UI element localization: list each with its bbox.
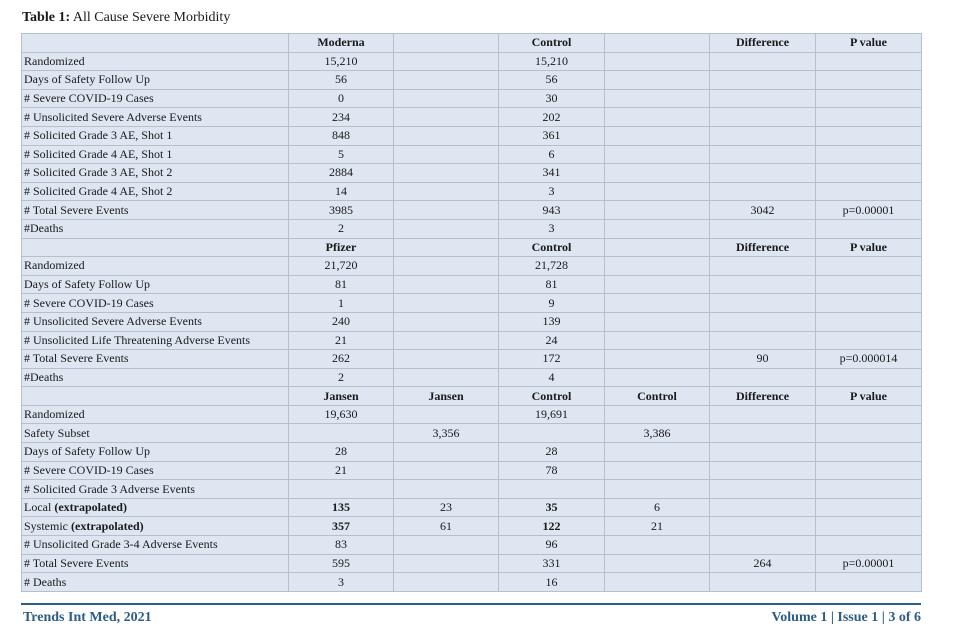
table-row [22,219,922,238]
table-cell: 2884 [289,164,394,183]
table-cell [605,443,710,462]
table-cell: 1 [289,294,394,313]
morbidity-table [21,33,922,592]
table-cell [710,424,816,443]
table-cell: Control [605,387,710,406]
table-cell: 21 [289,461,394,480]
table-cell [605,554,710,573]
table-cell: 9 [499,294,605,313]
table-cell: 331 [499,554,605,573]
table-cell [394,164,499,183]
table-cell: Control [499,387,605,406]
table-row [22,368,922,387]
table-cell [710,275,816,294]
table-caption-title: All Cause Severe Morbidity [72,10,231,25]
table-cell: 21,728 [499,257,605,276]
table-cell [394,89,499,108]
table-row [22,145,922,164]
table-row [22,573,922,592]
table-cell [605,89,710,108]
table-cell: p=0.00001 [816,554,922,573]
table-cell: 78 [499,461,605,480]
row-label: # Total Severe Events [22,201,289,220]
table-row [22,257,922,276]
table-cell: 202 [499,108,605,127]
table-cell: Difference [710,34,816,53]
table-cell [710,461,816,480]
table-cell [816,573,922,592]
table-cell [816,52,922,71]
table-cell [394,312,499,331]
row-label: Systemic (extrapolated) [22,517,289,536]
table-cell [289,480,394,499]
table-cell [710,145,816,164]
table-cell [710,536,816,555]
table-cell: 2 [289,368,394,387]
table-caption-prefix: Table 1: [22,10,71,25]
table-cell: 3 [499,219,605,238]
table-cell: Jansen [394,387,499,406]
table-row [22,536,922,555]
table-cell [816,312,922,331]
table-cell [289,424,394,443]
table-cell [710,368,816,387]
table-cell [394,52,499,71]
row-label: # Solicited Grade 3 AE, Shot 1 [22,126,289,145]
table-cell [605,294,710,313]
row-label: # Solicited Grade 4 AE, Shot 1 [22,145,289,164]
row-label: # Severe COVID-19 Cases [22,294,289,313]
table-cell [394,443,499,462]
table-cell [710,182,816,201]
table-cell: 0 [289,89,394,108]
table-cell [710,480,816,499]
table-cell [816,294,922,313]
table-cell [816,182,922,201]
table-row [22,275,922,294]
table-cell [394,331,499,350]
row-label: Randomized [22,52,289,71]
table-cell [499,424,605,443]
table-cell [605,275,710,294]
table-cell [394,219,499,238]
table-cell [710,405,816,424]
table-cell [394,71,499,90]
row-label: # Deaths [22,573,289,592]
row-label: # Total Severe Events [22,554,289,573]
table-cell [605,238,710,257]
table-cell [710,219,816,238]
table-cell [394,573,499,592]
table-cell [710,52,816,71]
table-cell: Jansen [289,387,394,406]
table-cell: 3 [289,573,394,592]
table-row [22,201,922,220]
table-cell: 15,210 [289,52,394,71]
table-cell [605,219,710,238]
row-label: # Solicited Grade 3 AE, Shot 2 [22,164,289,183]
table-cell: p=0.00001 [816,201,922,220]
table-cell [394,480,499,499]
table-row [22,554,922,573]
table-cell: 6 [499,145,605,164]
table-cell: 83 [289,536,394,555]
table-cell: 21 [289,331,394,350]
table-cell [394,536,499,555]
table-cell: 28 [289,443,394,462]
footer-journal: Trends Int Med, 2021 [23,610,152,625]
table-cell [710,89,816,108]
table-cell [816,219,922,238]
table-cell: 357 [289,517,394,536]
table-cell [394,201,499,220]
table-cell [394,405,499,424]
table-cell: 3042 [710,201,816,220]
table-cell [605,331,710,350]
table-cell: 21,720 [289,257,394,276]
row-label: # Unsolicited Severe Adverse Events [22,312,289,331]
table-cell: 30 [499,89,605,108]
table-cell: 3985 [289,201,394,220]
table-row [22,350,922,369]
table-cell [710,331,816,350]
table-cell [394,257,499,276]
row-label: # Unsolicited Life Threatening Adverse Events [22,331,289,350]
row-label: # Total Severe Events [22,350,289,369]
table-cell [605,257,710,276]
table-cell: Control [499,238,605,257]
table-cell: 4 [499,368,605,387]
table-row [22,424,922,443]
table-cell: 16 [499,573,605,592]
table-cell: 234 [289,108,394,127]
table-cell: 35 [499,498,605,517]
table-cell [816,424,922,443]
table-header-row [22,387,922,406]
table-cell [605,461,710,480]
table-cell: Moderna [289,34,394,53]
row-label: #Deaths [22,219,289,238]
table-cell [816,126,922,145]
table-cell [499,480,605,499]
table-row [22,71,922,90]
table-cell [605,145,710,164]
table-cell: Difference [710,238,816,257]
row-label: # Unsolicited Severe Adverse Events [22,108,289,127]
table-cell: 172 [499,350,605,369]
table-cell [394,34,499,53]
row-label: Safety Subset [22,424,289,443]
table-cell [710,126,816,145]
table-cell [605,201,710,220]
table-row [22,517,922,536]
table-cell: Difference [710,387,816,406]
table-row [22,480,922,499]
table-cell [605,71,710,90]
table-cell [394,554,499,573]
row-label: Days of Safety Follow Up [22,443,289,462]
table-cell [605,108,710,127]
table-cell: 15,210 [499,52,605,71]
row-label: # Unsolicited Grade 3-4 Adverse Events [22,536,289,555]
row-label: # Severe COVID-19 Cases [22,461,289,480]
table-cell [605,312,710,331]
row-label [22,238,289,257]
row-label: #Deaths [22,368,289,387]
table-cell [605,182,710,201]
table-cell [816,145,922,164]
table-cell: 361 [499,126,605,145]
table-cell: 21 [605,517,710,536]
table-cell: 3,356 [394,424,499,443]
table-cell: 23 [394,498,499,517]
table-cell [816,257,922,276]
footer-volume: Volume 1 | Issue 1 | 3 of 6 [771,610,921,625]
table-cell: P value [816,34,922,53]
table-cell [394,145,499,164]
table-cell [605,573,710,592]
table-header-row [22,238,922,257]
table-cell [816,461,922,480]
table-cell [394,275,499,294]
table-cell [394,368,499,387]
table-cell [816,368,922,387]
table-row [22,52,922,71]
table-cell: P value [816,238,922,257]
table-cell: 96 [499,536,605,555]
table-cell: 61 [394,517,499,536]
table-cell [605,126,710,145]
row-label: Local (extrapolated) [22,498,289,517]
table-row [22,126,922,145]
footer-rule [21,603,921,605]
table-cell [816,164,922,183]
table-cell: 81 [289,275,394,294]
row-label [22,387,289,406]
table-row [22,405,922,424]
table-cell: 341 [499,164,605,183]
table-row [22,312,922,331]
table-cell: 19,691 [499,405,605,424]
table-cell: 24 [499,331,605,350]
table-cell: 240 [289,312,394,331]
table-cell: 3,386 [605,424,710,443]
table-cell: 122 [499,517,605,536]
table-cell: Pfizer [289,238,394,257]
table-cell [710,312,816,331]
table-cell [710,108,816,127]
row-label: Randomized [22,405,289,424]
table-cell [605,536,710,555]
table-cell [816,331,922,350]
row-label: Days of Safety Follow Up [22,275,289,294]
table-cell [816,480,922,499]
table-cell [394,350,499,369]
table-cell [710,164,816,183]
table-cell [816,498,922,517]
row-label: Days of Safety Follow Up [22,71,289,90]
table-cell [394,182,499,201]
table-cell: 943 [499,201,605,220]
table-cell [816,405,922,424]
table-cell [605,368,710,387]
table-cell [605,164,710,183]
row-label [22,34,289,53]
table-cell [816,89,922,108]
table-header-row [22,34,922,53]
table-cell [394,461,499,480]
table-cell: 264 [710,554,816,573]
table-cell [710,71,816,90]
table-cell [816,443,922,462]
table-cell [710,517,816,536]
table-row [22,498,922,517]
row-label: # Solicited Grade 4 AE, Shot 2 [22,182,289,201]
table-cell [710,257,816,276]
table-cell: 3 [499,182,605,201]
table-cell: 135 [289,498,394,517]
table-cell: 5 [289,145,394,164]
table-row [22,108,922,127]
table-cell: 81 [499,275,605,294]
table-cell: 28 [499,443,605,462]
row-label: # Severe COVID-19 Cases [22,89,289,108]
table-row [22,461,922,480]
table-cell [710,294,816,313]
table-cell [816,71,922,90]
table-cell [394,108,499,127]
table-cell [605,52,710,71]
table-row [22,89,922,108]
table-cell [816,536,922,555]
table-cell: 19,630 [289,405,394,424]
table-cell [605,405,710,424]
table-cell [710,498,816,517]
table-row [22,443,922,462]
table-cell: 2 [289,219,394,238]
table-cell: P value [816,387,922,406]
table-cell: 262 [289,350,394,369]
table-cell: Control [499,34,605,53]
table-cell: 848 [289,126,394,145]
table-cell: 56 [289,71,394,90]
table-cell: 6 [605,498,710,517]
table-cell [394,294,499,313]
table-cell [605,480,710,499]
table-cell [816,517,922,536]
table-row [22,182,922,201]
row-label: # Solicited Grade 3 Adverse Events [22,480,289,499]
table-cell [816,108,922,127]
table-cell [710,443,816,462]
table-cell: p=0.000014 [816,350,922,369]
table-cell: 90 [710,350,816,369]
table-cell [816,275,922,294]
table-cell [394,126,499,145]
table-cell: 595 [289,554,394,573]
table-cell [605,350,710,369]
table-cell: 139 [499,312,605,331]
row-label: Randomized [22,257,289,276]
table-row [22,294,922,313]
table-row [22,331,922,350]
table-row [22,164,922,183]
table-cell [605,34,710,53]
table-cell: 56 [499,71,605,90]
table-caption [22,10,230,26]
table-cell [394,238,499,257]
table-cell [710,573,816,592]
table-cell: 14 [289,182,394,201]
